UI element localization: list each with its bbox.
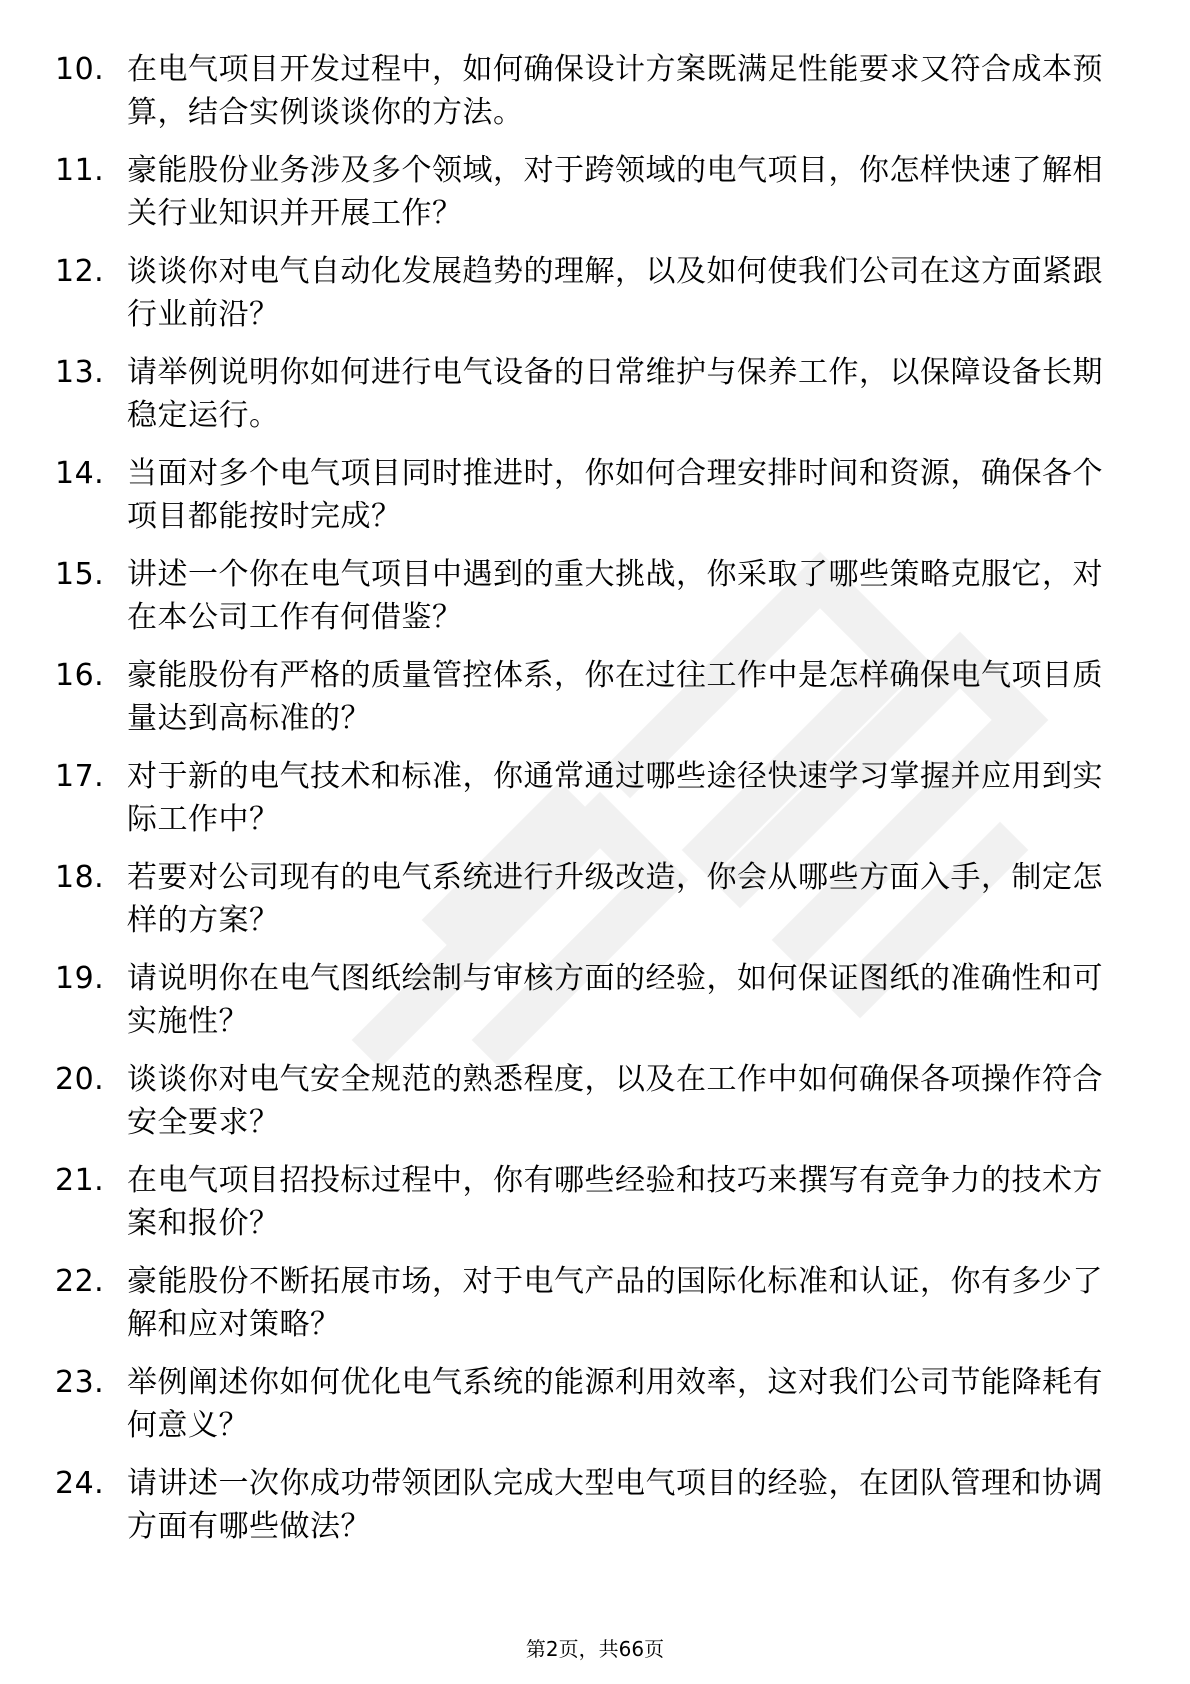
question-text: 请讲述一次你成功带领团队完成大型电气项目的经验，在团队管理和协调方面有哪些做法？	[127, 1466, 1103, 1544]
question-text: 在电气项目招投标过程中，你有哪些经验和技巧来撰写有竞争力的技术方案和报价？	[127, 1163, 1103, 1241]
question-item-13	[55, 351, 1115, 437]
question-number: 23.	[55, 1365, 105, 1400]
question-number: 24.	[55, 1466, 105, 1501]
question-text: 请说明你在电气图纸绘制与审核方面的经验，如何保证图纸的准确性和可实施性？	[127, 961, 1103, 1039]
question-number: 21.	[55, 1163, 105, 1198]
question-text: 谈谈你对电气自动化发展趋势的理解，以及如何使我们公司在这方面紧跟行业前沿？	[127, 254, 1103, 332]
question-list	[55, 48, 1115, 1563]
question-item-17	[55, 755, 1115, 841]
question-item-11	[55, 149, 1115, 235]
question-text: 当面对多个电气项目同时推进时，你如何合理安排时间和资源，确保各个项目都能按时完成？	[127, 456, 1103, 534]
page-number-footer: 第2页，共66页	[525, 1637, 665, 1661]
question-item-18	[55, 856, 1115, 942]
question-number: 13.	[55, 355, 105, 390]
question-number: 15.	[55, 557, 105, 592]
question-text: 豪能股份有严格的质量管控体系，你在过往工作中是怎样确保电气项目质量达到高标准的？	[127, 658, 1103, 736]
question-text: 讲述一个你在电气项目中遇到的重大挑战，你采取了哪些策略克服它，对在本公司工作有何借鉴？	[127, 557, 1103, 635]
question-item-12	[55, 250, 1115, 336]
question-number: 20.	[55, 1062, 105, 1097]
question-number: 11.	[55, 153, 105, 188]
question-item-16	[55, 654, 1115, 740]
question-item-20	[55, 1058, 1115, 1144]
question-item-21	[55, 1159, 1115, 1245]
question-text: 豪能股份业务涉及多个领域，对于跨领域的电气项目，你怎样快速了解相关行业知识并开展工作？	[127, 153, 1103, 231]
question-text: 豪能股份不断拓展市场，对于电气产品的国际化标准和认证，你有多少了解和应对策略？	[127, 1264, 1103, 1342]
question-item-24	[55, 1462, 1115, 1548]
question-item-19	[55, 957, 1115, 1043]
question-number: 14.	[55, 456, 105, 491]
question-text: 请举例说明你如何进行电气设备的日常维护与保养工作，以保障设备长期稳定运行。	[127, 355, 1103, 433]
question-number: 16.	[55, 658, 105, 693]
question-text: 举例阐述你如何优化电气系统的能源利用效率，这对我们公司节能降耗有何意义？	[127, 1365, 1103, 1443]
question-text: 若要对公司现有的电气系统进行升级改造，你会从哪些方面入手，制定怎样的方案？	[127, 860, 1103, 938]
question-number: 17.	[55, 759, 105, 794]
question-text: 谈谈你对电气安全规范的熟悉程度，以及在工作中如何确保各项操作符合安全要求？	[127, 1062, 1103, 1140]
question-text: 在电气项目开发过程中，如何确保设计方案既满足性能要求又符合成本预算，结合实例谈谈你的方法。	[127, 52, 1103, 130]
question-number: 12.	[55, 254, 105, 289]
question-number: 22.	[55, 1264, 105, 1299]
question-item-10	[55, 48, 1115, 134]
question-item-15	[55, 553, 1115, 639]
question-number: 19.	[55, 961, 105, 996]
question-item-14	[55, 452, 1115, 538]
question-item-22	[55, 1260, 1115, 1346]
question-text: 对于新的电气技术和标准，你通常通过哪些途径快速学习掌握并应用到实际工作中？	[127, 759, 1103, 837]
question-number: 10.	[55, 52, 105, 87]
question-number: 18.	[55, 860, 105, 895]
question-item-23	[55, 1361, 1115, 1447]
